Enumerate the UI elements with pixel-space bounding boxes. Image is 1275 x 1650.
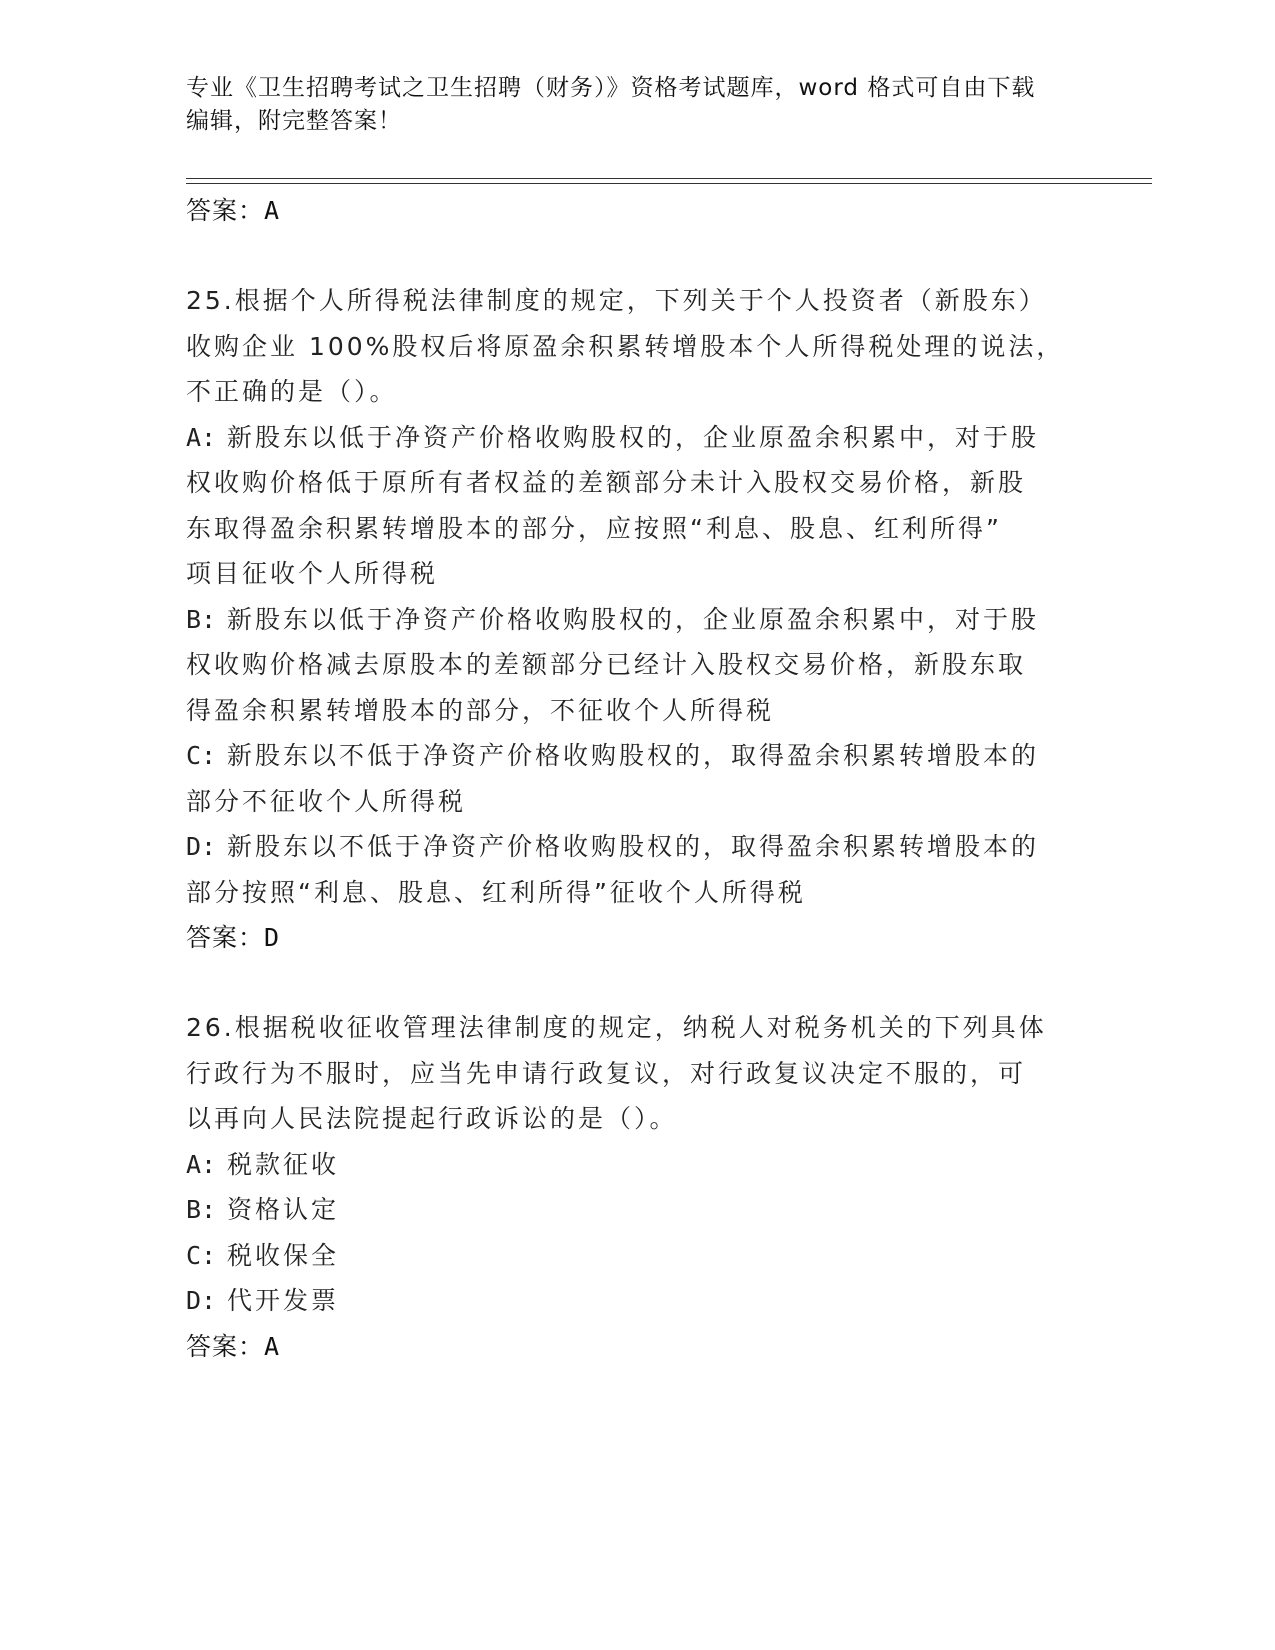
option-line: 得盈余积累转增股本的部分，不征收个人所得税 (186, 695, 775, 725)
option-text: 代开发票 (216, 1286, 340, 1315)
option-letter: B: (186, 1195, 217, 1224)
option-text: 税款征收 (216, 1149, 340, 1179)
option-b (186, 1187, 1086, 1233)
option-letter: A: (186, 422, 217, 452)
option-line (186, 597, 1086, 643)
question-line: 25.根据个人所得税法律制度的规定，下列关于个人投资者（新股东） (186, 286, 1047, 315)
spacer (186, 960, 1086, 1005)
question-26-answer (186, 1324, 1086, 1369)
option-a (186, 415, 1086, 597)
option-letter: C: (186, 741, 217, 770)
option-c (186, 1233, 1086, 1279)
option-line: 权收购价格减去原股本的差额部分已经计入股权交易价格，新股东取 (186, 650, 1027, 679)
question-line: 26.根据税收征收管理法律制度的规定，纳税人对税务机关的下列具体 (186, 1013, 1047, 1042)
answer-value: D (264, 923, 281, 952)
question-25 (186, 278, 1086, 960)
option-letter: A: (186, 1149, 217, 1179)
option-text: 资格认定 (216, 1195, 340, 1224)
option-line: 东取得盈余积累转增股本的部分，应按照“利息、股息、红利所得” (186, 513, 1002, 543)
option-text: 新股东以不低于净资产价格收购股权的，取得盈余积累转增股本的 (216, 832, 1040, 861)
answer-label: 答案： (186, 196, 265, 225)
option-b (186, 597, 1086, 734)
header-divider-bottom (186, 183, 1152, 184)
answer-label: 答案： (186, 923, 265, 952)
option-text: 新股东以低于净资产价格收购股权的，企业原盈余积累中，对于股 (216, 604, 1040, 634)
document-header (186, 72, 1066, 138)
option-a (186, 1142, 1086, 1188)
answer-value: A (264, 1331, 281, 1361)
option-text: 新股东以低于净资产价格收购股权的，企业原盈余积累中，对于股 (216, 422, 1040, 452)
option-line: 部分按照“利息、股息、红利所得”征收个人所得税 (186, 877, 806, 907)
document-body (186, 188, 1086, 1369)
option-text: 新股东以不低于净资产价格收购股权的，取得盈余积累转增股本的 (216, 741, 1040, 770)
option-line: 项目征收个人所得税 (186, 559, 439, 588)
option-c (186, 733, 1086, 824)
header-line-1: 专业《卫生招聘考试之卫生招聘（财务）》资格考试题库，word 格式可自由下载 (186, 75, 1036, 101)
previous-answer (186, 188, 1086, 233)
option-line (186, 824, 1086, 870)
option-line: 权收购价格低于原所有者权益的差额部分未计入股权交易价格，新股 (186, 468, 1027, 497)
option-d (186, 824, 1086, 915)
question-line: 不正确的是（）。 (186, 377, 398, 406)
question-line: 以再向人民法院提起行政诉讼的是（）。 (186, 1104, 678, 1133)
answer-label: 答案： (186, 1331, 265, 1361)
header-line-2: 编辑，附完整答案！ (186, 108, 402, 134)
spacer (186, 233, 1086, 278)
option-line (186, 733, 1086, 779)
question-26 (186, 1005, 1086, 1369)
answer-value: A (264, 196, 281, 225)
question-line: 行政行为不服时，应当先申请行政复议，对行政复议决定不服的，可 (186, 1058, 1027, 1088)
header-divider-top (186, 178, 1152, 179)
option-letter: D: (186, 832, 217, 861)
option-letter: D: (186, 1286, 217, 1315)
question-line: 收购企业 100%股权后将原盈余积累转增股本个人所得税处理的说法， (186, 331, 1065, 361)
option-text: 税收保全 (216, 1240, 340, 1270)
question-25-answer (186, 915, 1086, 960)
option-letter: B: (186, 604, 217, 634)
option-d (186, 1278, 1086, 1324)
option-line: 部分不征收个人所得税 (186, 786, 467, 816)
option-letter: C: (186, 1240, 217, 1270)
option-line (186, 415, 1086, 461)
